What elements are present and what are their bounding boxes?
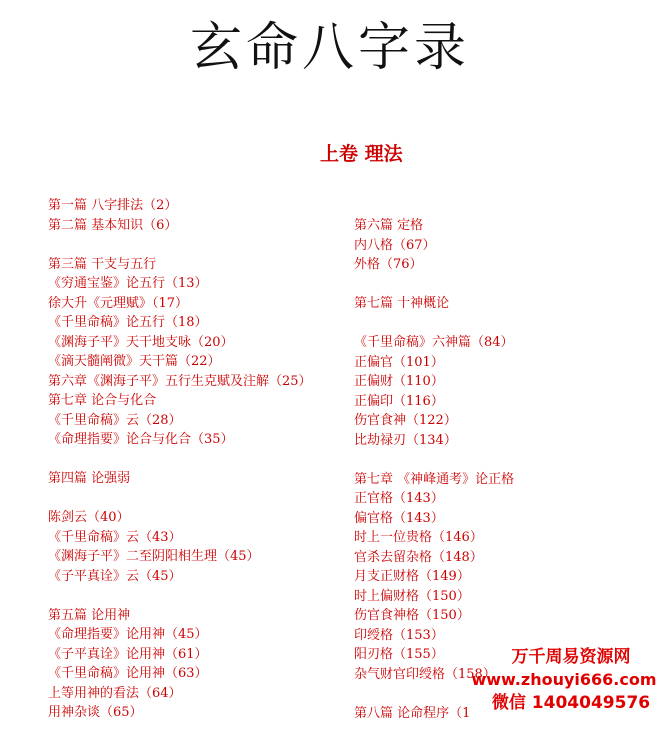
toc-entry: 正偏印（116） [354,393,444,409]
toc-entry: 第五篇 论用神 [48,607,131,623]
toc-entry: 《滴天髓阐微》天干篇（22） [48,354,221,369]
toc-entry: 第七章 论合与化合 [48,393,157,408]
toc-entry: 徐大升《元理赋》（17） [48,295,189,311]
toc-entry: 正偏官（101） [354,354,444,370]
toc-entry: 《渊海子平》天干地支咏（20） [48,334,234,350]
toc-entry: 月支正财格（149） [354,569,470,584]
toc-entry: 杂气财官印绶格（158） [354,666,496,682]
toc-spacer [354,275,654,295]
toc-entry: 《穷通宝鉴》论五行（13） [48,276,208,291]
toc-entry: 第八篇 论命程序（1 [354,705,471,721]
watermark-site-name: 万千周易资源网 [511,647,631,667]
toc-spacer [48,586,348,606]
toc-entry: 第六篇 定格 [354,218,424,233]
toc-entry: 内八格（67） [354,237,436,253]
toc-entry: 第一篇 八字排法（2） [48,198,178,213]
toc-entry: 伤官食神格（150） [354,608,470,623]
toc-entry: 外格（76） [354,257,423,272]
toc-entry: 上等用神的看法（64） [48,685,182,701]
toc-entry: 第六章《渊海子平》五行生克赋及注解（25） [48,373,312,389]
document-title: 玄命八字录 [189,18,470,78]
toc-entry: 《千里命稿》论用神（63） [48,666,208,681]
watermark [471,646,660,714]
toc-entry: 《千里命稿》云（28） [48,412,182,428]
toc-entry: 时上偏财格（150） [354,588,470,604]
toc-entry: 阳刃格（155） [354,647,444,662]
toc-entry: 《渊海子平》二至阴阳相生理（45） [48,549,260,564]
toc-entry: 第二篇 基本知识（6） [48,217,178,233]
toc-entry: 用神杂谈（65） [48,705,143,720]
toc-entry: 第四篇 论强弱 [48,471,131,486]
toc-entry: 比劫禄刃（134） [354,432,457,448]
toc-spacer [48,450,348,470]
toc-entry: 《千里命稿》六神篇（84） [354,335,514,350]
toc-entry: 《命理指要》论合与化合（35） [48,432,234,447]
toc-entry: 《子平真诠》云（45） [48,568,182,584]
watermark-url: www.zhouyi666.com [471,670,657,689]
toc-entry: 印绶格（153） [354,627,444,643]
toc-spacer [354,450,654,470]
toc-entry: 官杀去留杂格（148） [354,549,483,565]
toc-entry: 《千里命稿》论五行（18） [48,315,208,330]
toc-entry: 陈剑云（40） [48,510,130,525]
toc-left-column [48,196,348,723]
toc-entry: 《千里命稿》云（43） [48,529,182,545]
toc-entry: 第三篇 干支与五行 [48,256,157,272]
toc-entry: 偏官格（143） [354,510,444,526]
toc-spacer [354,314,654,334]
toc-entry: 正官格（143） [354,491,444,506]
toc-spacer [48,489,348,509]
watermark-wechat: 微信 1404049576 [491,693,651,713]
toc-entry: 第七章 《神峰通考》论正格 [354,471,515,487]
toc-spacer [48,235,348,255]
toc-entry: 伤官食神（122） [354,413,457,428]
toc-entry: 时上一位贵格（146） [354,530,483,545]
toc-entry: 《命理指要》论用神（45） [48,627,208,642]
toc-entry: 第七篇 十神概论 [354,296,450,311]
volume-subtitle: 上卷 理法 [320,143,403,165]
toc-entry: 《子平真诠》论用神（61） [48,646,208,662]
toc-entry: 正偏财（110） [354,374,444,389]
